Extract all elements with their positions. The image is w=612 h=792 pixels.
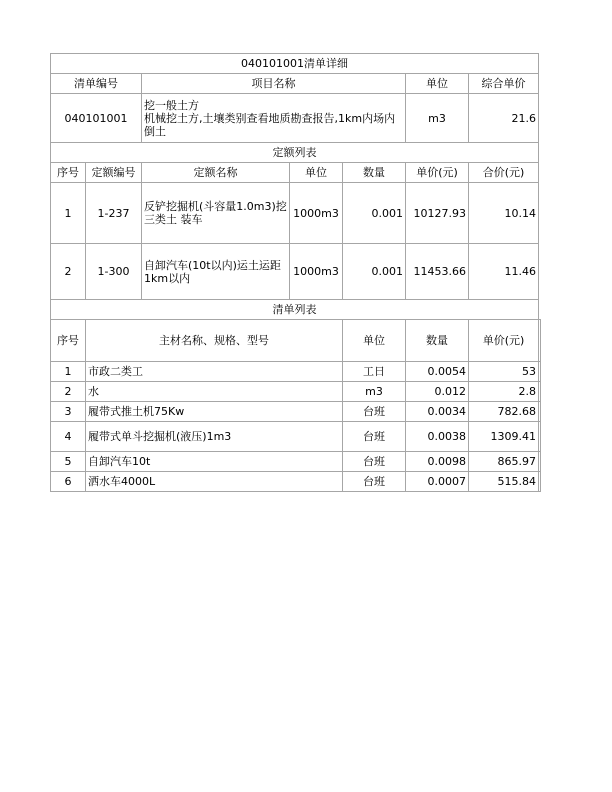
quota-col-header: 单位 [290,163,343,183]
material-name: 自卸汽车10t [86,452,343,472]
quota-code: 1-237 [86,183,142,244]
header-price: 综合单价 [469,74,539,94]
material-col-header: 主材名称、规格、型号 [86,320,343,362]
material-total [539,422,541,452]
material-col-header [539,320,541,362]
quota-row [51,244,541,300]
quota-col-header: 数量 [343,163,406,183]
material-row [51,472,541,492]
header-code: 清单编号 [51,74,142,94]
material-row [51,452,541,472]
material-name: 履带式单斗挖掘机(液压)1m3 [86,422,343,452]
quota-row [51,183,541,244]
material-qty: 0.0034 [406,402,469,422]
material-no: 2 [51,382,86,402]
material-row [51,362,541,382]
material-no: 4 [51,422,86,452]
material-name: 水 [86,382,343,402]
material-section-title: 清单列表 [51,300,539,320]
quota-qty: 0.001 [343,183,406,244]
material-qty: 0.012 [406,382,469,402]
material-col-header: 序号 [51,320,86,362]
quota-col-header: 定额名称 [142,163,290,183]
material-price: 865.97 [469,452,539,472]
material-header-row [51,320,541,362]
material-total [539,382,541,402]
quota-no: 1 [51,183,86,244]
item-unit: m3 [406,94,469,143]
material-unit: 台班 [343,422,406,452]
bill-detail-table [50,53,541,492]
quota-col-header: 合价(元) [469,163,539,183]
material-unit: 台班 [343,472,406,492]
quota-name: 自卸汽车(10t以内)运土运距1km以内 [142,244,290,300]
material-unit: 工日 [343,362,406,382]
header-name: 项目名称 [142,74,406,94]
quota-total: 11.46 [469,244,539,300]
quota-no: 2 [51,244,86,300]
quota-col-header: 单价(元) [406,163,469,183]
material-qty: 0.0007 [406,472,469,492]
material-row [51,422,541,452]
material-col-header: 单价(元) [469,320,539,362]
material-no: 6 [51,472,86,492]
quota-price: 11453.66 [406,244,469,300]
quota-col-header: 定额编号 [86,163,142,183]
quota-name: 反铲挖掘机(斗容量1.0m3)挖三类土 装车 [142,183,290,244]
quota-col-header: 序号 [51,163,86,183]
material-name: 市政二类工 [86,362,343,382]
material-price: 53 [469,362,539,382]
material-price: 1309.41 [469,422,539,452]
material-total [539,362,541,382]
quota-qty: 0.001 [343,244,406,300]
item-name [142,94,406,143]
material-col-header: 数量 [406,320,469,362]
material-total [539,402,541,422]
material-row [51,382,541,402]
material-no: 3 [51,402,86,422]
item-price: 21.6 [469,94,539,143]
material-price: 2.8 [469,382,539,402]
material-price: 515.84 [469,472,539,492]
material-qty: 0.0054 [406,362,469,382]
material-row [51,402,541,422]
item-code: 040101001 [51,94,142,143]
quota-total: 10.14 [469,183,539,244]
material-qty: 0.0098 [406,452,469,472]
quota-unit: 1000m3 [290,183,343,244]
item-name-line1: 挖一般土方 [144,98,199,112]
quota-price: 10127.93 [406,183,469,244]
material-unit: m3 [343,382,406,402]
material-name: 履带式推土机75Kw [86,402,343,422]
material-unit: 台班 [343,452,406,472]
material-no: 5 [51,452,86,472]
table-title: 040101001清单详细 [51,54,539,74]
material-qty: 0.0038 [406,422,469,452]
material-total [539,472,541,492]
material-price: 782.68 [469,402,539,422]
item-name-line2: 机械挖土方,土壤类别查看地质勘查报告,1km内场内倒土 [144,111,396,138]
quota-code: 1-300 [86,244,142,300]
material-no: 1 [51,362,86,382]
quota-section-title: 定额列表 [51,143,539,163]
material-total [539,452,541,472]
header-unit: 单位 [406,74,469,94]
quota-header-row [51,163,541,183]
material-col-header: 单位 [343,320,406,362]
material-name: 洒水车4000L [86,472,343,492]
quota-unit: 1000m3 [290,244,343,300]
material-unit: 台班 [343,402,406,422]
